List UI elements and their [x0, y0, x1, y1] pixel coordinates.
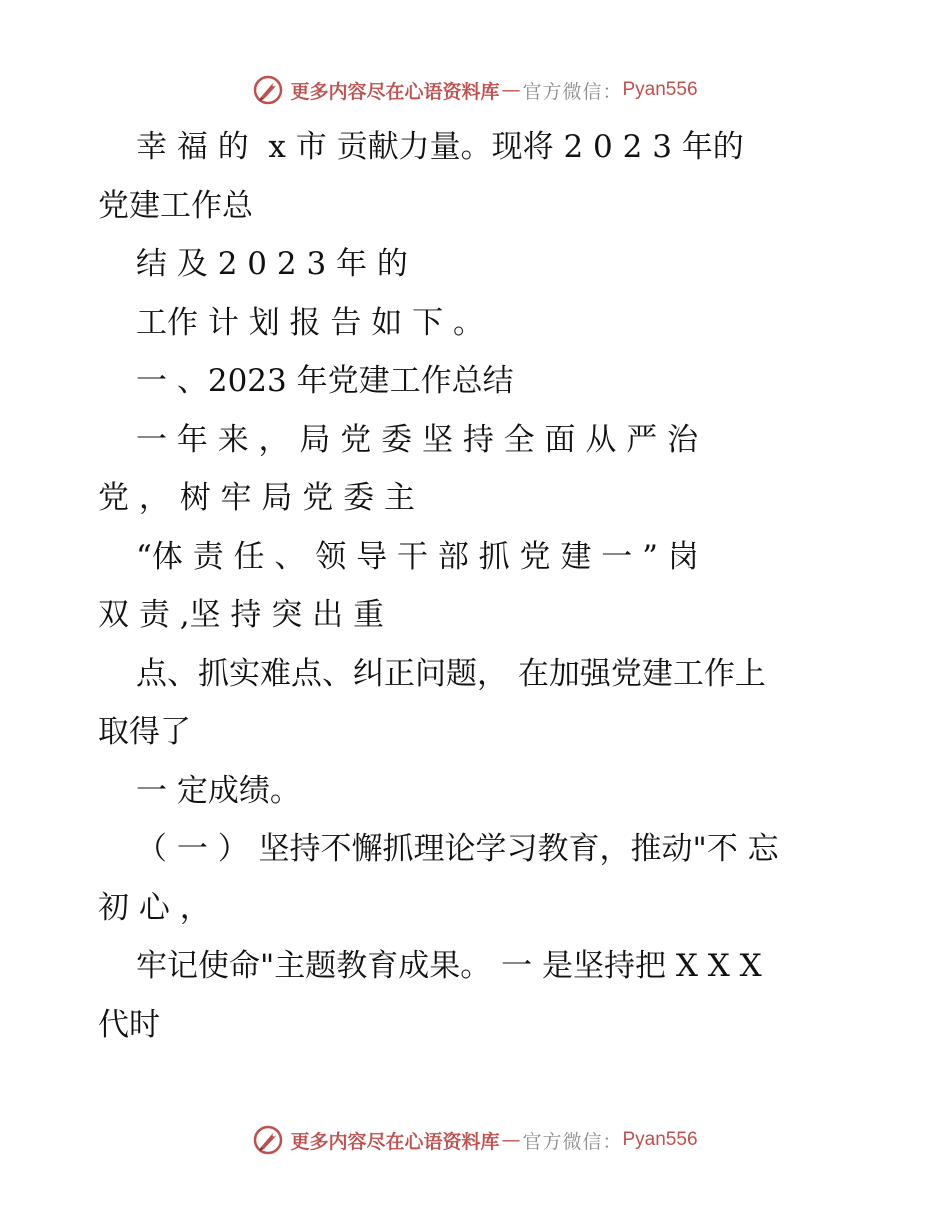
text-line: 代时 [98, 1006, 160, 1043]
watermark-dash: — [501, 1129, 521, 1151]
text-line: 初 心 ， [98, 889, 211, 926]
text-line: “体 责 任 、 领 导 干 部 抓 党 建 一 ” 岗 [136, 538, 699, 575]
section-heading: 一 、2023 年党建工作总结 [136, 363, 514, 399]
text-line: 点、抓实难点、纠正问题， 在加强党建工作上 [136, 655, 766, 692]
pen-logo-icon [252, 1124, 284, 1156]
watermark-official-label: 官方微信： [522, 1130, 623, 1153]
text-line: 工作 计 划 报 告 如 下 。 [136, 304, 484, 341]
pen-logo-icon [252, 74, 284, 106]
text-line: 幸 福 的 x 市 贡献力量。现将 2 0 2 3 年的 [136, 129, 744, 165]
text-line: 取得了 [98, 714, 191, 750]
document-body [98, 118, 858, 1054]
text-line: 结 及 2 0 2 3 年 的 [136, 246, 408, 282]
watermark-dash: — [501, 79, 521, 101]
header-watermark [0, 70, 950, 110]
watermark-site-text: 更多内容尽在心语资料库 [290, 1130, 500, 1153]
watermark-site-text: 更多内容尽在心语资料库 [290, 80, 500, 103]
text-line: 一 定成绩。 [136, 772, 301, 809]
subsection-heading: （ 一 ） 坚持不懈抓理论学习教育，推动"不 忘 [136, 831, 779, 867]
text-line: 一 年 来 ， 局 党 委 坚 持 全 面 从 严 治 [136, 421, 699, 458]
watermark-wechat-id: Pyan556 [622, 1129, 698, 1150]
watermark-official-label: 官方微信： [522, 80, 623, 103]
text-line: 党建工作总 [98, 187, 253, 224]
text-line: 双 责 ,坚 持 突 出 重 [98, 597, 384, 633]
text-line: 牢记使命"主题教育成果。 一 是坚持把 X X X [136, 948, 762, 984]
footer-watermark [0, 1120, 950, 1160]
text-line: 党 ， 树 牢 局 党 委 主 [98, 480, 415, 516]
watermark-wechat-id: Pyan556 [622, 79, 698, 100]
